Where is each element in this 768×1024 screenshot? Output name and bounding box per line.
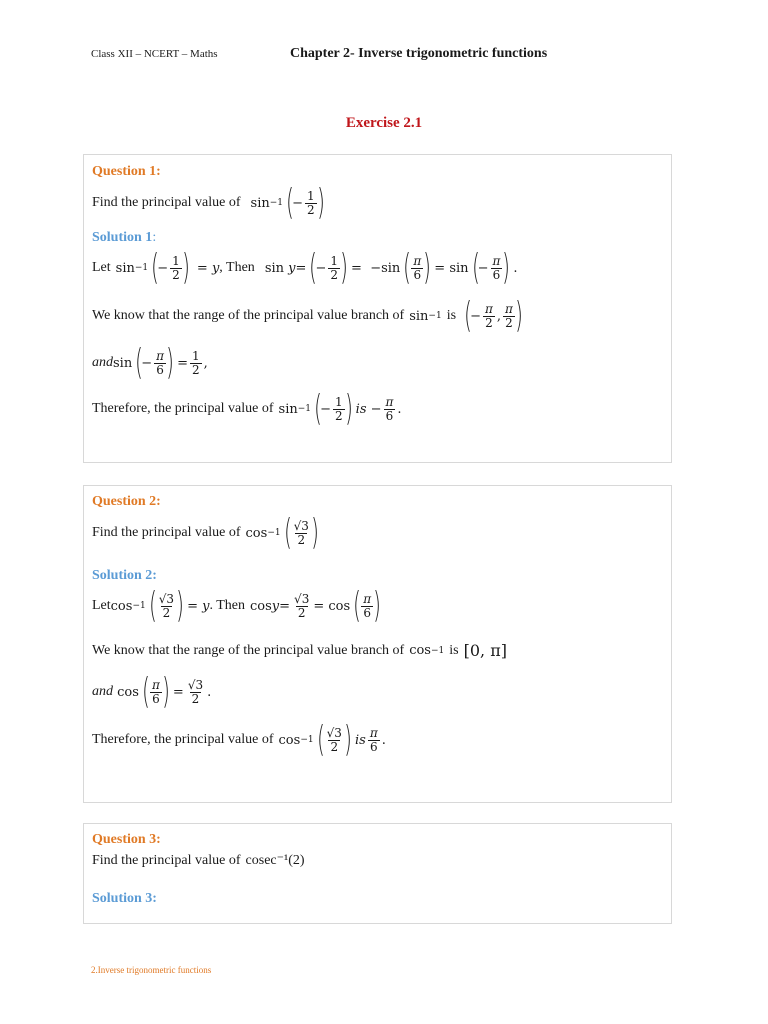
solution-3-title: Solution 3: bbox=[92, 891, 157, 906]
solution-1-range-line: We know that the range of the principal value branch of sin −1 is ( − $\frac{\pi}{2}$ , $\frac{\pi}{2}$ ) bbox=[92, 298, 526, 334]
question-1-title: Question 1: bbox=[92, 164, 161, 179]
solution-1-let-line: Let sin −1 ( − $\frac{1}{2}$ ) = y , Then sin y = ( − $\frac{1}{2}$ ) = −sin ( $\frac{\pi}{6}$ ) = sin ( − $\frac{\pi}{6}$ ) . bbox=[92, 247, 518, 288]
math-expression: cos y = $\frac{√3}{2}$ = cos ( $\frac{\pi}{6}$ ) bbox=[250, 585, 381, 626]
question-2-prompt: Find the principal value of cos −1 ( $\frac{√3}{2}$ ) bbox=[92, 515, 322, 551]
solution-1-title: Solution 1: bbox=[92, 230, 157, 245]
question-1-prompt: Find the principal value of sin −1 ( − $\frac{1}{2}$ ) bbox=[92, 185, 328, 221]
math-expression: sin ( − $\frac{\pi}{6}$ ) = $\frac{1}{2}$ , bbox=[113, 342, 208, 383]
math-expression: sin −1 ( − $\frac{1}{2}$ ) is − $\frac{\pi}{6}$ . bbox=[278, 388, 402, 429]
math-expression: sin −1 ( − $\frac{1}{2}$ ) = y bbox=[115, 247, 220, 288]
math-expression: cos −1 ( $\frac{√3}{2}$ ) bbox=[245, 512, 319, 553]
math-expression: sin −1 bbox=[409, 308, 442, 324]
question-2-card bbox=[83, 485, 672, 803]
math-expression: [0, π] bbox=[463, 641, 507, 660]
math-expression: sin y = ( − $\frac{1}{2}$ ) = −sin ( $\frac{\pi}{6}$ ) = sin ( − $\frac{\pi}{6}$ ) . bbox=[264, 247, 518, 288]
solution-1-therefore-line: Therefore, the principal value of sin −1 ( − $\frac{1}{2}$ ) is − $\frac{\pi}{6}$ . bbox=[92, 388, 402, 429]
header-class-label: Class XII – NCERT – Maths bbox=[91, 48, 218, 60]
solution-2-therefore-line: Therefore, the principal value of cos −1 ( $\frac{√3}{2}$ ) is $\frac{\pi}{6}$ . bbox=[92, 719, 386, 760]
header-chapter-title: Chapter 2- Inverse trigonometric functions bbox=[290, 46, 548, 61]
question-1-card bbox=[83, 154, 672, 463]
math-expression: cos −1 bbox=[409, 643, 445, 658]
exercise-title: Exercise 2.1 bbox=[345, 115, 423, 131]
math-expression: cos ( $\frac{\pi}{6}$ ) = $\frac{√3}{2}$ . bbox=[113, 671, 212, 712]
solution-1-and-line: and sin ( − $\frac{\pi}{6}$ ) = $\frac{1}{2}$ , bbox=[92, 342, 208, 383]
solution-2-and-line: and cos ( $\frac{\pi}{6}$ ) = $\frac{√3}{2}$ . bbox=[92, 671, 212, 712]
math-expression: ( − $\frac{\pi}{2}$ , $\frac{\pi}{2}$ ) bbox=[464, 295, 523, 336]
solution-2-title: Solution 2: bbox=[92, 568, 157, 583]
solution-2-range-line: We know that the range of the principal value branch of cos −1 is [0, π] bbox=[92, 641, 507, 660]
question-3-title: Question 3: bbox=[92, 832, 161, 847]
math-expression: sin −1 ( − $\frac{1}{2}$ ) bbox=[250, 182, 325, 223]
math-expression: cos −1 ( $\frac{√3}{2}$ ) is $\frac{\pi}{6}$ . bbox=[278, 719, 386, 760]
page-footer: 2.Inverse trigonometric functions bbox=[91, 965, 212, 975]
solution-2-let-line: Let cos −1 ( $\frac{√3}{2}$ ) = y . Then cos y = $\frac{√3}{2}$ = cos ( $\frac{\pi}{6}$ ) bbox=[92, 588, 384, 624]
math-expression: cosec⁻¹(2) bbox=[245, 853, 305, 868]
question-3-prompt: Find the principal value of cosec⁻¹(2) bbox=[92, 852, 305, 868]
math-expression: cos −1 ( $\frac{√3}{2}$ ) = y bbox=[110, 585, 210, 626]
question-3-card bbox=[83, 823, 672, 924]
question-2-title: Question 2: bbox=[92, 494, 161, 509]
